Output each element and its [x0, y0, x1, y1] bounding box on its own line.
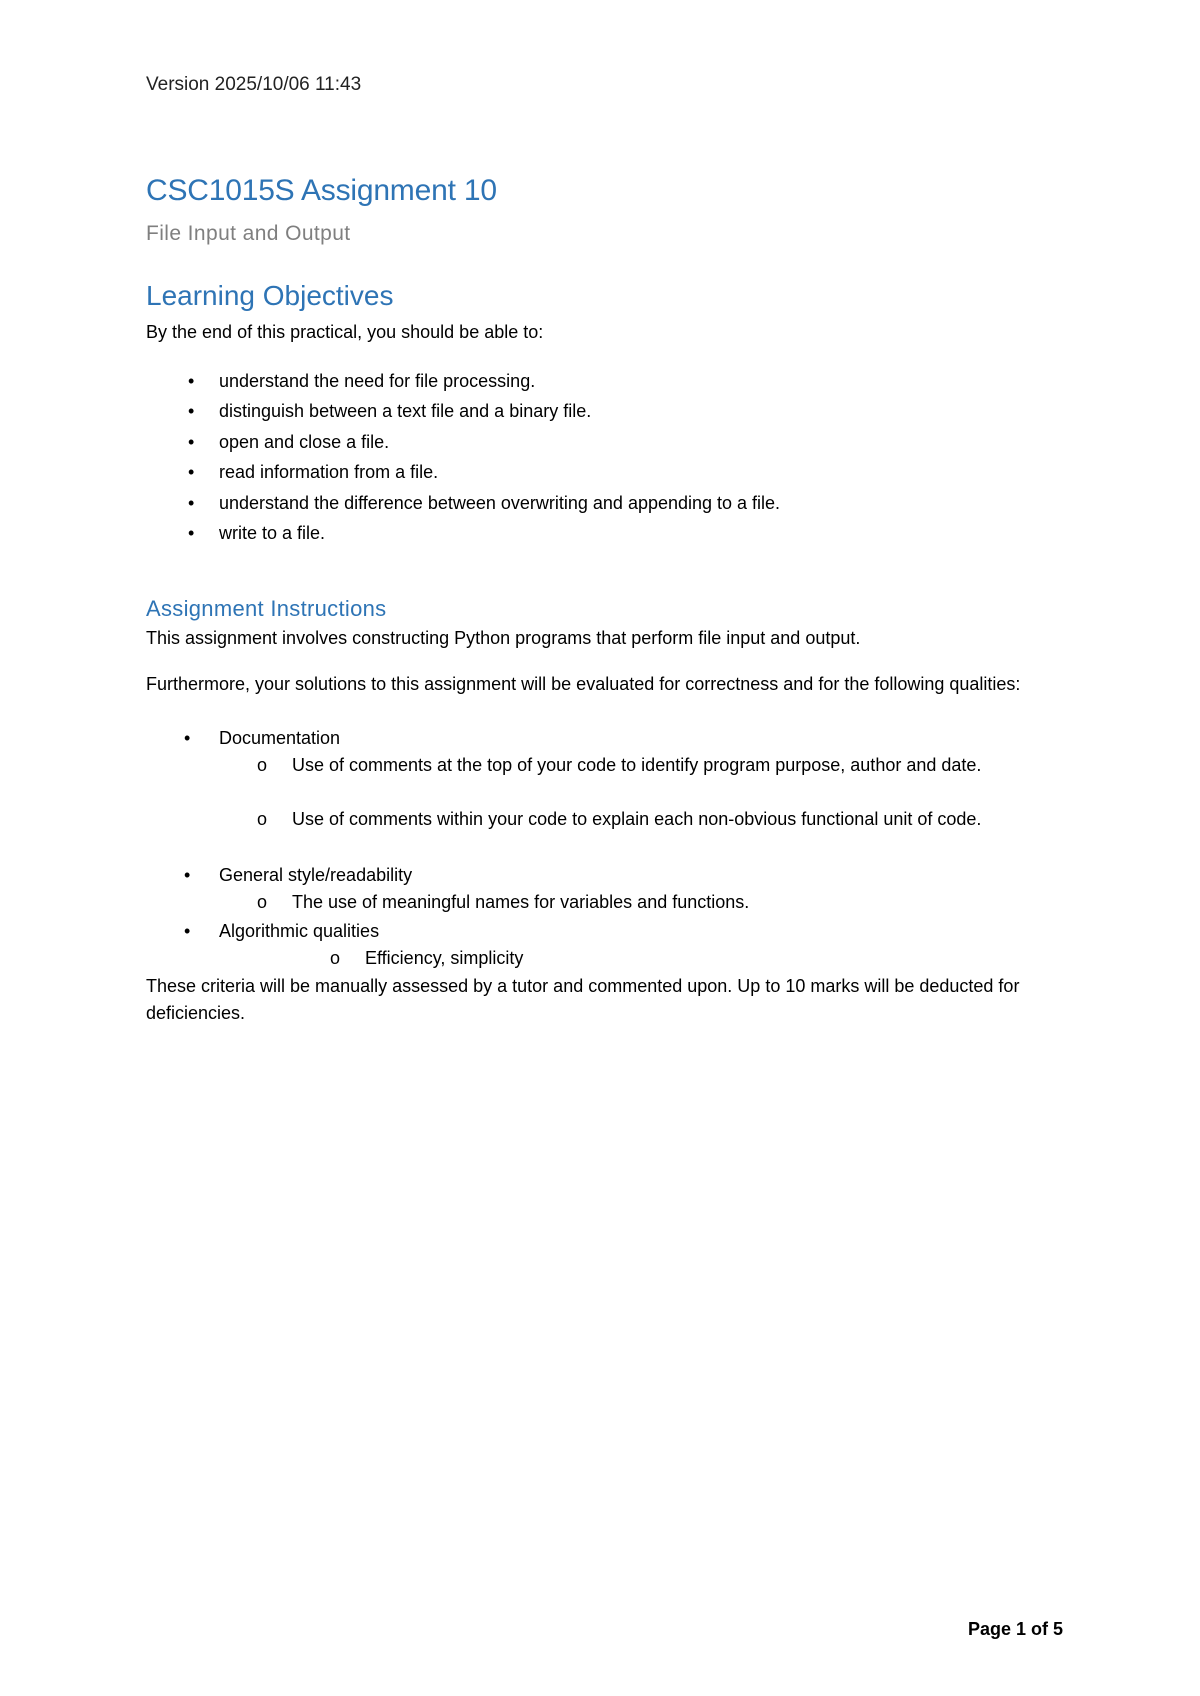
assignment-instructions-heading: Assignment Instructions: [146, 596, 387, 621]
criterion-style: [184, 862, 413, 889]
bullet-icon: •: [188, 522, 195, 543]
criterion-label: Algorithmic qualities: [219, 921, 380, 941]
criterion-subitem: [257, 889, 750, 916]
bullet-icon: •: [184, 728, 191, 748]
assignment-paragraph-1: This assignment involves constructing Python programs that perform file input and output.: [146, 628, 861, 648]
assignment-paragraph-2: Furthermore, your solutions to this assignment will be evaluated for correctness and for the following qualities:: [146, 674, 1021, 694]
bullet-icon: •: [188, 431, 195, 452]
objective-item: [146, 457, 780, 487]
sub-bullet-icon: o: [330, 948, 341, 968]
bullet-icon: •: [188, 401, 195, 422]
criterion-subitem-text: Use of comments within your code to explain each non-obvious functional unit of code.: [292, 809, 982, 829]
objective-item: [146, 396, 780, 426]
criterion-subitem-text: The use of meaningful names for variables and functions.: [292, 892, 750, 912]
criterion-label: General style/readability: [219, 865, 413, 885]
document-subtitle: File Input and Output: [146, 222, 351, 245]
page-number: Page 1 of 5: [967, 1619, 1063, 1639]
criterion-subitem: [257, 806, 1064, 833]
criterion-algorithmic: [184, 918, 380, 945]
closing-paragraph: These criteria will be manually assessed by a tutor and commented upon. Up to 10 marks will be deducted for deficiencies.: [146, 976, 1020, 1023]
criterion-subitem-text: Use of comments at the top of your code to identify program purpose, author and date.: [292, 755, 982, 775]
learning-objectives-intro: By the end of this practical, you should be able to:: [146, 322, 544, 342]
objective-text: distinguish between a text file and a binary file.: [219, 401, 592, 422]
sub-bullet-icon: o: [257, 755, 268, 775]
sub-bullet-icon: o: [257, 892, 268, 912]
learning-objectives-list: [146, 366, 780, 548]
criterion-label: Documentation: [219, 728, 341, 748]
objective-text: read information from a file.: [219, 462, 439, 483]
criterion-subitem: [257, 752, 1064, 779]
objective-item: [146, 366, 780, 396]
objective-text: write to a file.: [219, 522, 326, 543]
criterion-subitem-text: Efficiency, simplicity: [365, 948, 524, 968]
bullet-icon: •: [184, 921, 191, 941]
objective-item: [146, 518, 780, 548]
bullet-icon: •: [188, 492, 195, 513]
version-header: Version 2025/10/06 11:43: [146, 74, 362, 95]
bullet-icon: •: [188, 462, 195, 483]
objective-text: understand the need for file processing.: [219, 371, 536, 391]
bullet-icon: •: [188, 371, 195, 391]
document-title: CSC1015S Assignment 10: [146, 174, 497, 207]
objective-text: open and close a file.: [219, 431, 390, 452]
criterion-subitem: [330, 945, 524, 972]
objective-item: [146, 427, 780, 457]
sub-bullet-icon: o: [257, 809, 268, 829]
objective-item: [146, 488, 780, 518]
objective-text: understand the difference between overwriting and appending to a file.: [219, 492, 781, 513]
criterion-documentation: [184, 725, 341, 752]
bullet-icon: •: [184, 865, 191, 885]
learning-objectives-heading: Learning Objectives: [146, 280, 394, 311]
